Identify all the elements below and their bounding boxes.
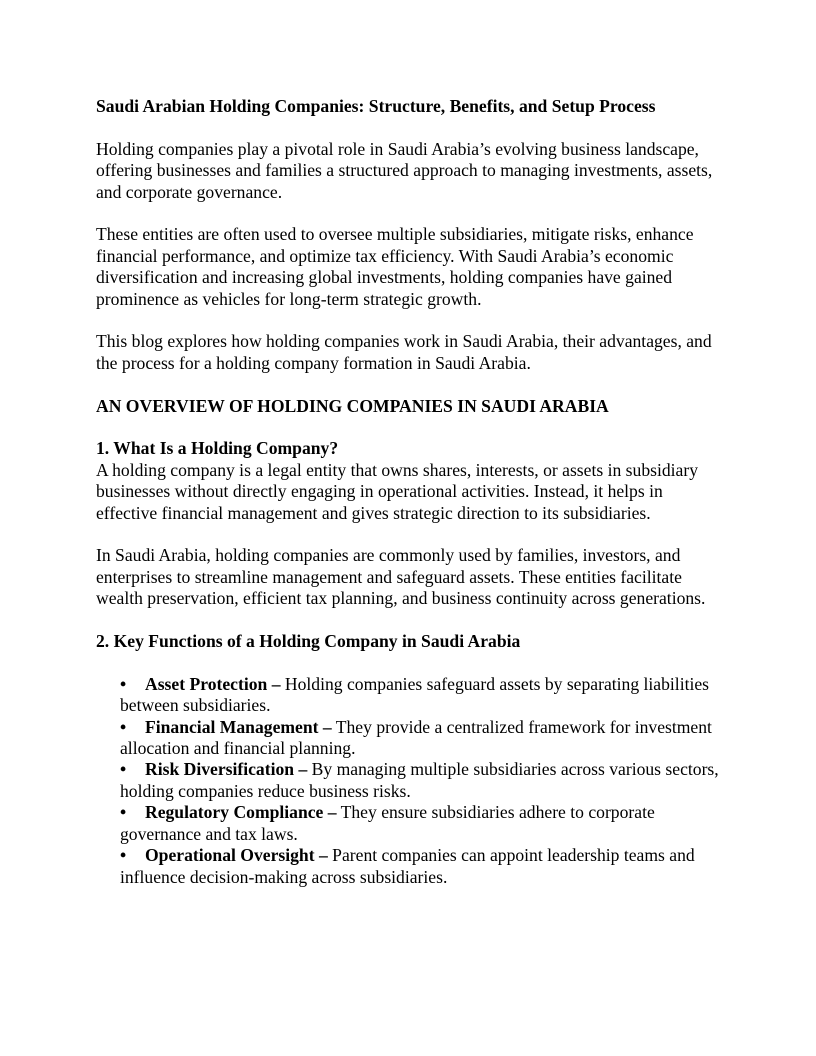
subsection-1-paragraph: A holding company is a legal entity that owns shares, interests, or assets in subsidiary businesses without directly engaging in operational activities. Instead, it helps in effective financial management and gives strategic direction to its subsidiaries. (96, 459, 699, 523)
bullet-text: They ensure subsidiaries adhere to corporate governance and tax laws. (120, 802, 655, 844)
document-page (96, 96, 726, 888)
bullet-term: Asset Protection – (145, 673, 281, 694)
intro-paragraph: These entities are often used to oversee multiple subsidiaries, mitigate risks, enhance financial performance, and optimize tax efficiency. With Saudi Arabia’s economic diversification and increasing global investments, holding companies have gained prominence as vehicles for long-term strategic growth. (96, 224, 694, 309)
bullet-term: Regulatory Compliance – (145, 802, 337, 823)
list-item (120, 845, 726, 888)
intro-paragraph: This blog explores how holding companies work in Saudi Arabia, their advantages, and the process for a holding company formation in Saudi Arabia. (96, 331, 712, 373)
bullet-text: Parent companies can appoint leadership teams and influence decision-making across subsidiaries. (120, 845, 695, 887)
spacer (96, 652, 726, 673)
bullet-text: Holding companies safeguard assets by separating liabilities between subsidiaries. (120, 673, 710, 716)
bullet-icon: • (120, 802, 127, 823)
spacer (96, 310, 726, 331)
subsection-1-paragraph: In Saudi Arabia, holding companies are commonly used by families, investors, and enterprises to streamline management and safeguard assets. These entities facilitate wealth preservation, efficient tax planning, and business continuity across generations. (96, 545, 706, 609)
bullet-icon: • (120, 759, 127, 780)
bullet-icon: • (120, 716, 127, 737)
intro-paragraph: Holding companies play a pivotal role in Saudi Arabia’s evolving business landscape, offering businesses and families a structured approach to managing investments, assets, and corporate governance. (96, 138, 713, 202)
bullet-term: Financial Management – (145, 716, 332, 737)
bullet-term: Risk Diversification – (145, 759, 308, 780)
list-item (120, 717, 726, 760)
section-heading: AN OVERVIEW OF HOLDING COMPANIES IN SAUDI ARABIA (96, 395, 609, 416)
bullet-text: By managing multiple subsidiaries across various sectors, holding companies reduce business risks. (120, 759, 719, 801)
spacer (96, 610, 726, 631)
key-functions-list (96, 674, 726, 888)
list-item (120, 674, 726, 717)
bullet-text: They provide a centralized framework for investment allocation and financial planning. (120, 716, 712, 759)
document-title: Saudi Arabian Holding Companies: Structure, Benefits, and Setup Process (96, 96, 656, 116)
subsection-2-heading: 2. Key Functions of a Holding Company in Saudi Arabia (96, 631, 521, 652)
bullet-icon: • (120, 845, 127, 866)
list-item (120, 802, 726, 845)
spacer (96, 117, 726, 138)
bullet-icon: • (120, 673, 127, 694)
spacer (96, 524, 726, 545)
subsection-1-heading: 1. What Is a Holding Company? (96, 438, 339, 459)
bullet-term: Operational Oversight – (145, 845, 328, 866)
list-item (120, 759, 726, 802)
spacer (96, 374, 726, 395)
spacer (96, 417, 726, 438)
spacer (96, 203, 726, 224)
